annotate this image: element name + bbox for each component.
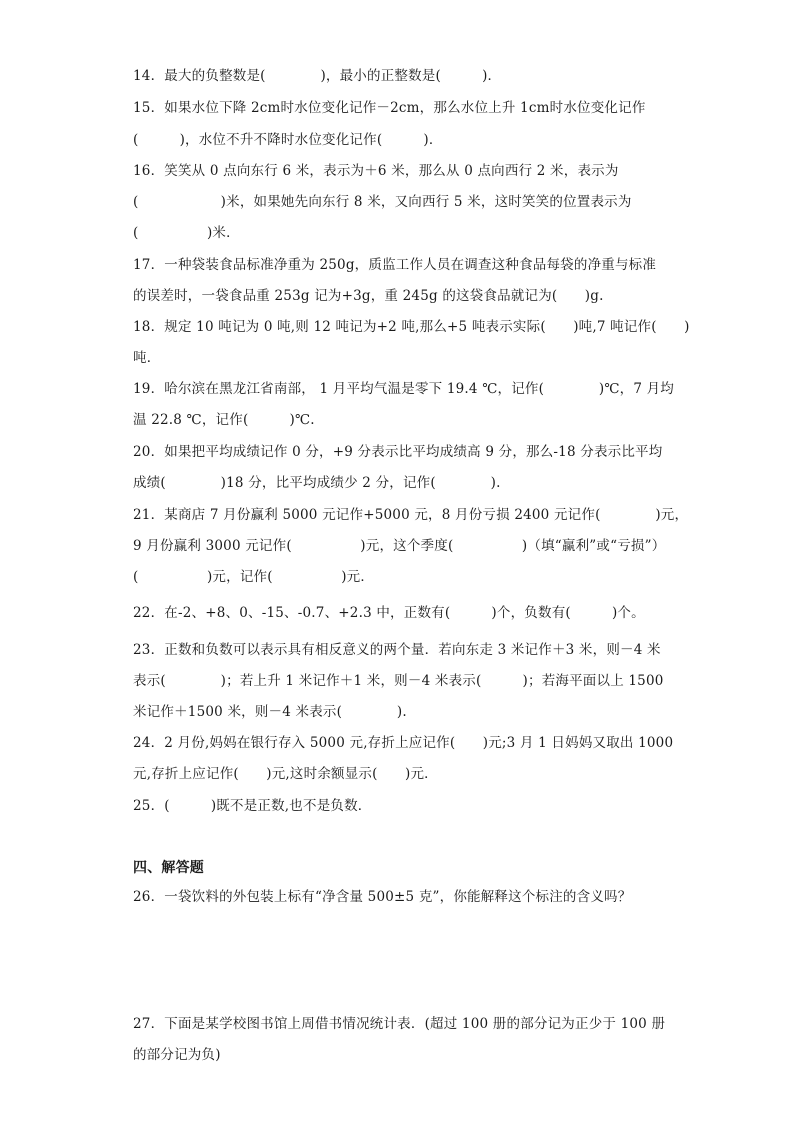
question-15-line-1: 15．如果水位下降 2cm时水位变化记作－2cm，那么水位上升 1cm时水位变化记作 [133, 100, 646, 116]
question-18-line-1: 18．规定 10 吨记为 0 吨,则 12 吨记为+2 吨,那么+5 吨表示实际( )吨,7 吨记作( ) [133, 319, 690, 335]
question-23-line-3: 米记作＋1500 米，则－4 米表示( ). [133, 704, 407, 720]
question-21-line-1: 21．某商店 7 月份赢利 5000 元记作+5000 元，8 月份亏损 2400 元记作( )元， [133, 507, 689, 523]
question-24-line-1: 24．2 月份,妈妈在银行存入 5000 元,存折上应记作( )元;3 月 1 日妈妈又取出 1000 [133, 735, 674, 751]
question-26-line-1: 26．一袋饮料的外包装上标有“净含量 500±5 克”，你能解释这个标注的含义吗？ [133, 889, 632, 905]
question-23-line-2: 表示( )；若上升 1 米记作＋1 米，则－4 米表示( )；若海平面以上 1500 [133, 673, 664, 689]
section-title: 四、解答题 [133, 860, 204, 876]
question-21-line-3: ( )元，记作( )元． [133, 569, 375, 585]
question-15-line-2: ( )，水位不升不降时水位变化记作( )． [133, 132, 443, 148]
question-24-line-2: 元,存折上应记作( )元,这时余额显示( )元． [133, 766, 438, 782]
question-23-line-1: 23．正数和负数可以表示具有相反意义的两个量．若向东走 3 米记作＋3 米，则－4 米 [133, 642, 661, 658]
question-16-line-2: ( )米，如果她先向东行 8 米，又向西行 5 米，这时笑笑的位置表示为 [133, 194, 632, 210]
question-14-line-1: 14．最大的负整数是( )，最小的正整数是( )． [133, 68, 502, 84]
question-21-line-2: 9 月份赢利 3000 元记作( )元，这个季度( )（填“赢利”或“亏损”） [133, 538, 666, 554]
question-19-line-1: 19．哈尔滨在黑龙江省南部， 1 月平均气温是零下 19.4 ℃，记作( )℃，7 月均 [133, 381, 675, 397]
question-18-line-2: 吨． [133, 350, 161, 366]
question-17-line-1: 17．一种袋装食品标准净重为 250g，质监工作人员在调查这种食品每袋的净重与标准 [133, 257, 657, 273]
question-22-line-1: 22．在-2、+8、0、-15、-0.7、+2.3 中，正数有( )个，负数有( )个。 [133, 605, 645, 621]
question-27-line-2: 的部分记为负) [133, 1047, 221, 1063]
question-25-line-1: 25．( )既不是正数,也不是负数． [133, 798, 372, 814]
question-17-line-2: 的误差时，一袋食品重 253g 记为+3g，重 245g 的这袋食品就记为( )g. [133, 288, 604, 304]
question-27-line-1: 27．下面是某学校图书馆上周借书情况统计表．(超过 100 册的部分记为正少于 100 册 [133, 1016, 666, 1032]
question-20-line-1: 20．如果把平均成绩记作 0 分，+9 分表示比平均成绩高 9 分，那么-18 分表示比平均 [133, 444, 663, 460]
question-19-line-2: 温 22.8 ℃，记作( )℃. [133, 412, 315, 428]
question-16-line-3: ( )米． [133, 225, 240, 241]
question-16-line-1: 16．笑笑从 0 点向东行 6 米，表示为＋6 米，那么从 0 点向西行 2 米，表示为 [133, 163, 619, 179]
question-20-line-2: 成绩( )18 分，比平均成绩少 2 分，记作( ). [133, 475, 501, 491]
